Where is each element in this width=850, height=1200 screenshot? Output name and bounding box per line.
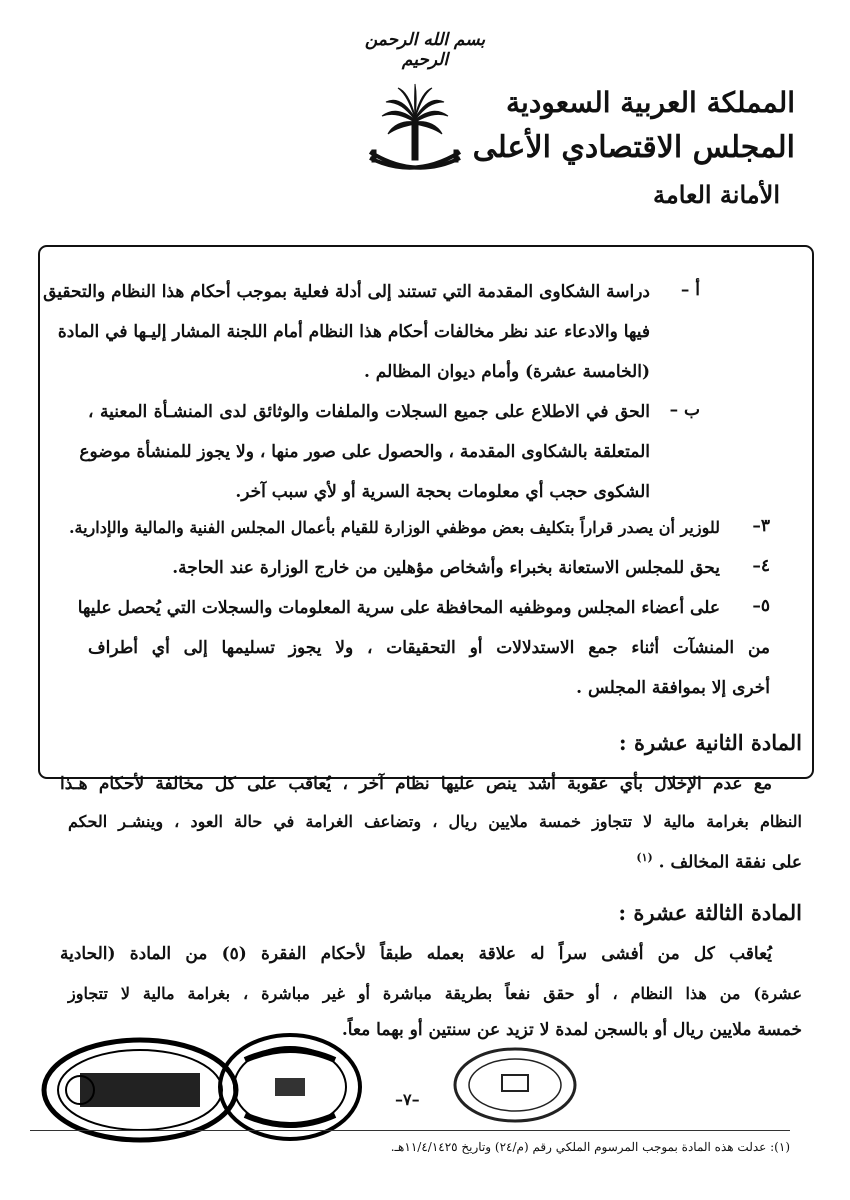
item-b-line-3: الشكوى حجب أي معلومات بحجة السرية أو لأي سبب آخر.: [235, 482, 650, 502]
article-13-line-1: يُعاقب كل من أفشى سراً له علاقة بعمله طبقاً لأحكام الفقرة (٥) من المادة (الحادية: [60, 944, 773, 964]
item-3-text: للوزير أن يصدر قراراً بتكليف بعض موظفي الوزارة للقيام بأعمال المجلس الفنية والمالية والإدارية.: [68, 518, 720, 537]
item-a-marker: أ –: [680, 280, 700, 300]
official-stamp-right-icon: [450, 1045, 580, 1125]
item-a-line-2: فيها والادعاء عند نظر مخالفات أحكام هذا النظام أمام اللجنة المشار إليـها في المادة: [57, 322, 650, 342]
footnote-divider: [30, 1130, 790, 1131]
basmala: بسم الله الرحمن الرحيم: [364, 30, 486, 70]
item-b-marker: ب –: [669, 400, 700, 420]
page-number: –٧–: [395, 1090, 420, 1109]
article-12-line-3: [60, 846, 802, 875]
secretariat-title: الأمانة العامة: [652, 180, 780, 209]
item-a-line-3: (الخامسة عشرة) وأمام ديوان المظالم .: [363, 362, 650, 382]
item-4-text: يحق للمجلس الاستعانة بخبراء وأشخاص مؤهلين من خارج الوزارة عند الحاجة.: [172, 558, 720, 578]
item-a-line-1: دراسة الشكاوى المقدمة التي تستند إلى أدلة فعلية بموجب أحكام هذا النظام والتحقيق: [43, 282, 650, 302]
official-stamp-left-icon: [40, 1035, 240, 1145]
item-5-line-1: على أعضاء المجلس وموظفيه المحافظة على سرية المعلومات والسجلات التي يُحصل عليها: [77, 598, 720, 618]
item-b-line-2: المتعلقة بالشكاوى المقدمة ، والحصول على صور منها ، ولا يجوز للمنشأة موضوع: [79, 442, 650, 462]
article-12-line-2: النظام بغرامة مالية لا تتجاوز خمسة ملايين ريال ، وتضاعف الغرامة في حالة العود ، وينشـر الحكم: [68, 812, 802, 831]
article-13-line-3: خمسة ملايين ريال أو بالسجن لمدة لا تزيد عن سنتين أو بهما معاً.: [341, 1020, 802, 1040]
item-5-line-3: أخرى إلا بموافقة المجلس .: [576, 678, 770, 698]
saudi-emblem-icon: [360, 80, 470, 190]
article-13-line-2: عشرة) من هذا النظام ، أو حقق نفعاً بطريقة مباشرة أو غير مباشرة ، بغرامة مالية لا تتجاوز: [68, 984, 802, 1003]
article-12-line-1: مع عدم الإخلال بأي عقوبة أشد ينص عليها نظام آخر ، يُعاقب على كل مخالفة لأحكام هـذا: [60, 774, 772, 794]
item-5-marker: ٥–: [752, 596, 770, 616]
item-3-marker: ٣–: [752, 516, 770, 536]
item-b-line-1: الحق في الاطلاع على جميع السجلات والملفات والوثائق لدى المنشـأة المعنية ،: [88, 402, 650, 422]
item-5-line-2: من المنشآت أثناء جمع الاستدلالات أو التحقيقات ، ولا يجوز تسليمها إلى أي أطراف: [88, 638, 770, 658]
article-13-heading: المادة الثالثة عشرة :: [618, 900, 802, 925]
item-4-marker: ٤–: [752, 556, 770, 576]
article-12-line-3-text: على نفقة المخالف .: [658, 852, 802, 873]
footnote-reference: (١): [636, 851, 653, 864]
council-title: المجلس الاقتصادي الأعلى: [472, 130, 795, 165]
official-stamp-middle-icon: [215, 1030, 365, 1145]
article-12-heading: المادة الثانية عشرة :: [618, 730, 802, 755]
kingdom-title: المملكة العربية السعودية: [506, 86, 795, 119]
footnote-text: (١): عدلت هذه المادة بموجب المرسوم الملكي رقم (م/٢٤) وتاريخ ١١/٤/١٤٢٥هـ.: [390, 1140, 790, 1154]
